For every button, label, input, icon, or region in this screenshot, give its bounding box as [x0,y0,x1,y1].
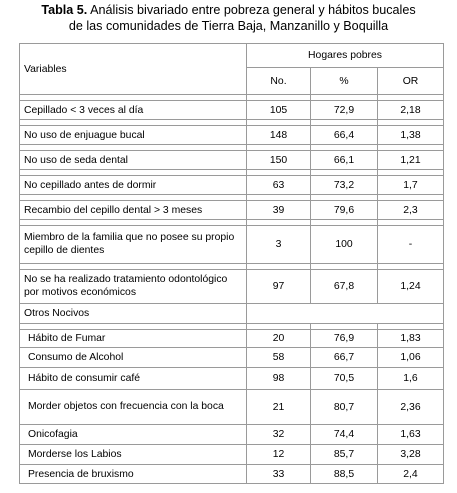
row-percent: 76,9 [311,330,378,348]
row-or: 2,18 [378,101,444,120]
row-or: 1,6 [378,368,444,390]
caption-line-2: de las comunidades de Tierra Baja, Manzanillo y Boquilla [68,19,389,33]
row-no: 20 [247,330,311,348]
table-row [20,270,444,304]
row-label: Presencia de bruxismo [20,465,247,484]
row-label: Morderse los Labios [20,445,247,465]
row-percent: 66,7 [311,348,378,368]
caption-table-number: Tabla 5. [41,3,88,17]
row-percent: 72,9 [311,101,378,120]
header-percent: % [311,68,378,95]
row-no: 58 [247,348,311,368]
section-row [20,304,444,324]
row-percent: 73,2 [311,176,378,195]
section-empty-cell [247,304,444,324]
row-or: 1,63 [378,425,444,445]
row-percent: 79,6 [311,201,378,220]
row-or: 1,38 [378,126,444,145]
row-no: 148 [247,126,311,145]
section-label-otros-nocivos: Otros Nocivos [20,304,247,324]
row-or: 3,28 [378,445,444,465]
row-percent: 66,1 [311,151,378,170]
row-no: 150 [247,151,311,170]
header-variables: Variables [20,44,247,95]
row-or: 2,36 [378,390,444,425]
row-or: 1,24 [378,270,444,304]
row-no: 39 [247,201,311,220]
row-no: 21 [247,390,311,425]
row-no: 12 [247,445,311,465]
row-label: Miembro de la familia que no posee su propio cepillo de dientes [20,226,247,264]
row-percent: 67,8 [311,270,378,304]
row-label: No cepillado antes de dormir [20,176,247,195]
row-or: 2,3 [378,201,444,220]
header-or: OR [378,68,444,95]
table-row [20,368,444,390]
row-percent: 66,4 [311,126,378,145]
row-label: Hábito de Fumar [20,330,247,348]
row-percent: 100 [311,226,378,264]
row-percent: 88,5 [311,465,378,484]
table-row [20,151,444,170]
table-row [20,425,444,445]
row-label: No uso de enjuague bucal [20,126,247,145]
row-label: Morder objetos con frecuencia con la boca [20,390,247,425]
table-row [20,226,444,264]
header-no: No. [247,68,311,95]
row-percent: 80,7 [311,390,378,425]
row-no: 32 [247,425,311,445]
row-percent: 70,5 [311,368,378,390]
table-row [20,330,444,348]
table-row [20,465,444,484]
row-no: 97 [247,270,311,304]
caption-title-part-1: Análisis bivariado entre pobreza general y hábitos bucales [87,3,416,17]
row-label: No se ha realizado tratamiento odontológico por motivos económicos [20,270,247,304]
row-label: Recambio del cepillo dental > 3 meses [20,201,247,220]
row-or: 1,83 [378,330,444,348]
header-hogares-pobres: Hogares pobres [247,44,444,68]
row-no: 98 [247,368,311,390]
row-percent: 85,7 [311,445,378,465]
table-row [20,126,444,145]
table-row [20,445,444,465]
row-or: 1,21 [378,151,444,170]
row-label: Cepillado < 3 veces al día [20,101,247,120]
row-no: 105 [247,101,311,120]
table-row [20,176,444,195]
table-row [20,201,444,220]
row-or: - [378,226,444,264]
row-no: 33 [247,465,311,484]
row-label: Onicofagia [20,425,247,445]
row-or: 2,4 [378,465,444,484]
results-table [19,43,444,484]
table-caption [0,2,457,34]
table-row [20,390,444,425]
row-or: 1,06 [378,348,444,368]
row-label: Hábito de consumir café [20,368,247,390]
row-percent: 74,4 [311,425,378,445]
row-or: 1,7 [378,176,444,195]
row-label: No uso de seda dental [20,151,247,170]
row-no: 3 [247,226,311,264]
caption-line-1 [0,2,457,18]
table-row [20,348,444,368]
row-label: Consumo de Alcohol [20,348,247,368]
row-no: 63 [247,176,311,195]
table-row [20,101,444,120]
